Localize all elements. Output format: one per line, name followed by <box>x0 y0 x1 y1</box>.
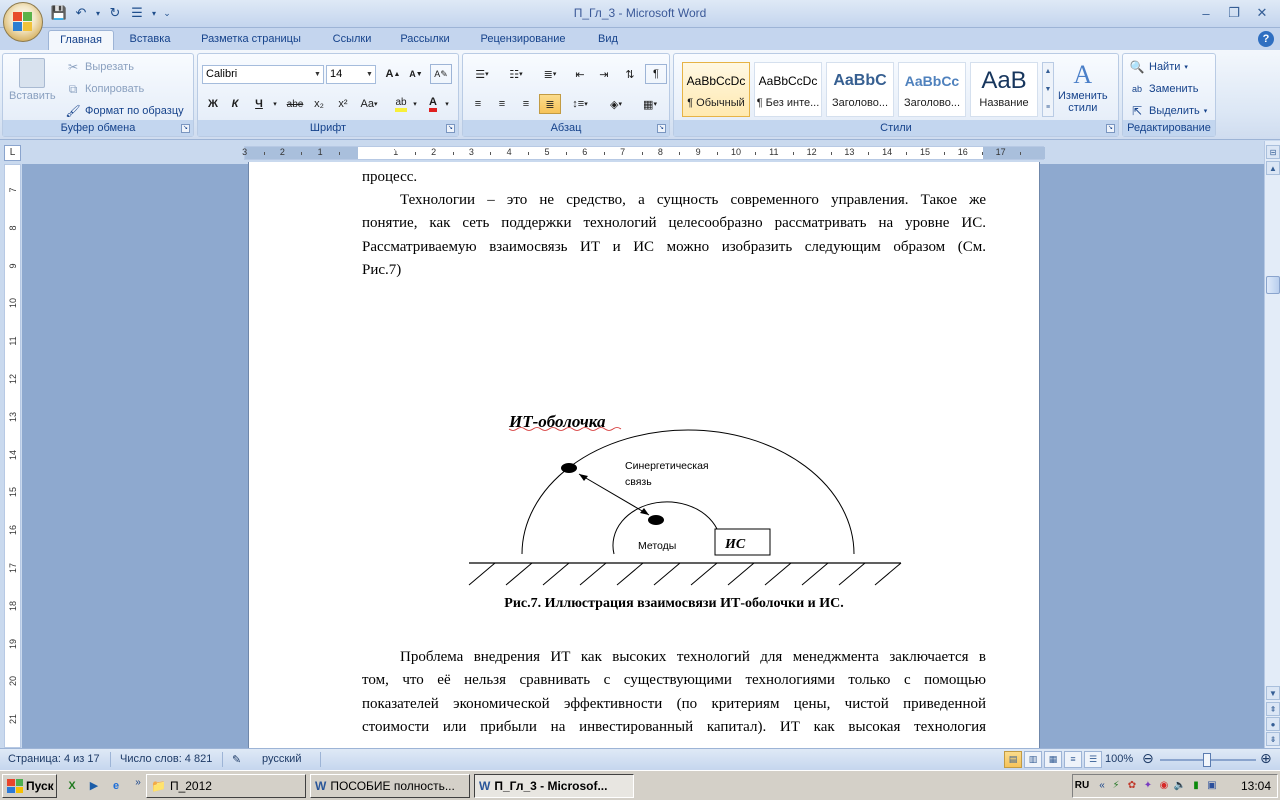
font-size-value: 14 <box>330 68 343 80</box>
word-doc-icon: W <box>315 779 327 793</box>
p1-line-2: понятие, как сеть поддержки технологий целесообразно рассматривать на уровне ИС. <box>362 215 986 232</box>
change-styles-button[interactable] <box>1058 60 1108 114</box>
ruler-tick <box>301 152 302 155</box>
align-right-icon: ≡ <box>522 98 530 110</box>
justify-button[interactable] <box>539 94 561 114</box>
change-case-label: Aa <box>360 98 374 110</box>
tray-expand-icon[interactable]: « <box>1099 780 1105 791</box>
subscript-button[interactable]: x₂ <box>314 98 324 110</box>
browse-object-icon[interactable]: ● <box>1266 717 1280 731</box>
align-right-button[interactable] <box>515 94 537 114</box>
ruler-tick <box>906 152 907 155</box>
style-title-sample: AaB <box>981 67 1027 94</box>
print-layout-view-icon[interactable]: ▤ <box>1004 751 1022 768</box>
minimize-button[interactable]: – <box>1202 5 1210 21</box>
font-group <box>197 53 459 137</box>
change-case-button[interactable]: Aa ▾ <box>360 98 378 110</box>
title-bar <box>0 0 1280 28</box>
customize-qat-icon[interactable]: ⌄ <box>163 7 171 18</box>
justify-icon: ≣ <box>545 98 555 111</box>
ruler-tick <box>339 152 340 155</box>
bullet-list-icon: ☰ <box>475 68 486 81</box>
ruler-number: 12 <box>806 147 817 157</box>
ruler-number: 2 <box>431 147 437 157</box>
network-icon[interactable]: ⚡ <box>1112 780 1120 791</box>
taskbar-button-posobie-label: ПОСОБИЕ полность... <box>330 779 455 793</box>
language-indicator[interactable]: RU <box>1074 780 1090 791</box>
font-name-dropdown-icon: ▼ <box>314 71 321 78</box>
font-color-dropdown-icon[interactable]: ▾ <box>445 101 449 108</box>
scroll-up-icon[interactable]: ▲ <box>1266 161 1280 175</box>
ruler-number: 10 <box>730 147 741 157</box>
paste-button[interactable] <box>9 58 56 102</box>
vertical-ruler-number: 12 <box>8 374 18 385</box>
copy-icon: ⧉ <box>68 81 78 96</box>
ruler-number: 15 <box>919 147 930 157</box>
office-button[interactable] <box>3 2 43 42</box>
underline-dropdown-icon[interactable]: ▾ <box>273 101 277 108</box>
zoom-level[interactable]: 100% <box>1105 753 1134 765</box>
prev-page-icon[interactable]: ⇞ <box>1266 702 1280 716</box>
paragraph-launcher-icon[interactable]: ↘ <box>658 125 665 131</box>
clipboard-group-label: Буфер обмена <box>3 120 193 136</box>
ruler-number: 14 <box>882 147 893 157</box>
bullets-icon[interactable]: ☰ <box>131 5 143 20</box>
show-marks-button[interactable] <box>645 64 667 84</box>
clock[interactable]: 13:04 <box>1240 779 1271 793</box>
style-title[interactable] <box>970 62 1038 117</box>
find-button[interactable]: 🔍 Найти ▾ <box>1129 60 1188 74</box>
web-layout-view-icon[interactable]: ▦ <box>1044 751 1062 768</box>
zoom-knob[interactable] <box>1203 753 1211 767</box>
save-icon[interactable]: 💾 <box>50 5 68 20</box>
bold-button[interactable]: Ж <box>208 98 218 110</box>
horizontal-ruler[interactable] <box>244 146 1044 160</box>
arrow-head-2 <box>640 508 649 515</box>
ruler-tick <box>604 152 605 155</box>
paragraph-group <box>462 53 670 137</box>
borders-button[interactable]: ▦ ▾ <box>643 98 657 111</box>
select-button[interactable]: ⇱ Выделить ▾ <box>1129 103 1207 119</box>
multilevel-list-button[interactable]: ≣ ▾ <box>543 68 557 81</box>
figure-caption: Рис.7. Иллюстрация взаимосвязи ИТ-оболочки и ИС. <box>504 596 844 611</box>
vertical-scrollbar[interactable] <box>1264 141 1280 748</box>
style-title-name: Название <box>979 97 1029 109</box>
numbered-list-icon: ☷ <box>509 68 520 81</box>
p1-line-1: Технологии – это не средство, а сущность современного управления. Такое же <box>400 192 986 208</box>
font-size-combo[interactable] <box>326 65 376 84</box>
ruler-tick <box>566 152 567 155</box>
pilcrow-icon: ¶ <box>653 68 659 80</box>
grow-font-button[interactable]: A ▲ <box>385 68 401 80</box>
ruler-tick <box>528 152 529 155</box>
p2-line-4: стоимости или прибыли на инвестированный капитал). ИТ как высокая технология <box>362 718 986 735</box>
synergy-label-1: Синергетическая <box>625 460 709 472</box>
start-label: Пуск <box>26 779 54 793</box>
select-label: Выделить <box>1149 105 1200 117</box>
font-size-dropdown-icon: ▼ <box>366 71 373 78</box>
ruler-number: 5 <box>544 147 550 157</box>
outline-view-icon[interactable]: ≡ <box>1064 751 1082 768</box>
editing-group <box>1122 53 1216 137</box>
shading-button[interactable]: ◈ ▾ <box>610 98 622 111</box>
highlight-button[interactable] <box>390 94 412 114</box>
system-tray <box>1072 774 1278 798</box>
highlight-dropdown-icon[interactable]: ▾ <box>413 101 417 108</box>
vertical-ruler-number: 14 <box>8 449 18 460</box>
p2-line-3: показателей экономической эффективности (по критериям цены, чистой приведенной <box>362 695 986 712</box>
methods-node <box>648 515 664 525</box>
paragraph-group-label: Абзац <box>463 120 669 136</box>
vertical-ruler-number: 16 <box>8 525 18 536</box>
ruler-number: 2 <box>279 147 285 157</box>
ruler-tick <box>755 152 756 155</box>
taskbar-button-current-doc[interactable] <box>474 774 634 798</box>
tab-home[interactable]: Главная <box>48 30 114 50</box>
decrease-indent-icon: ⇤ <box>575 68 585 81</box>
ribbon <box>0 50 1280 140</box>
p2-line-1: Проблема внедрения ИТ как высоких технологий для менеджмента заключается в <box>400 649 986 665</box>
style-heading2-sample: AaBbCc <box>904 73 960 89</box>
increase-indent-button[interactable] <box>593 64 615 84</box>
tab-references[interactable]: Ссылки <box>332 33 372 45</box>
font-name-value: Calibri <box>206 68 238 80</box>
vertical-ruler-number: 11 <box>8 336 18 346</box>
display-icon[interactable]: ▣ <box>1207 780 1217 791</box>
ruler-number: 7 <box>620 147 626 157</box>
style-normal-sample: AaBbCcDc <box>686 74 746 88</box>
ruler-number: 3 <box>242 147 248 157</box>
ruler-number: 3 <box>468 147 474 157</box>
ruler-number: 16 <box>957 147 968 157</box>
styles-scroll[interactable]: ▲ ▼ ≡ <box>1042 62 1054 117</box>
paragraph-2 <box>362 646 986 739</box>
style-no-spacing[interactable] <box>754 62 822 117</box>
strikethrough-button[interactable]: abe <box>286 98 304 110</box>
ruler-number: 11 <box>769 147 779 157</box>
find-label: Найти <box>1149 61 1181 73</box>
format-painter-label: Формат по образцу <box>85 105 184 117</box>
align-center-button[interactable] <box>491 94 513 114</box>
document-area <box>22 164 1264 748</box>
taskbar-button-folder-label: П_2012 <box>169 779 212 793</box>
brush-icon: 🖌 <box>65 104 81 118</box>
align-center-icon: ≡ <box>498 98 506 110</box>
format-painter-button[interactable] <box>65 103 184 119</box>
line-spacing-icon: ↕≡ <box>572 98 585 110</box>
ruler-number: 9 <box>695 147 701 157</box>
change-styles-label-2: стили <box>1068 102 1098 114</box>
qat-dropdown-icon-2[interactable]: ▾ <box>151 8 156 18</box>
ruler-tick <box>642 152 643 155</box>
vertical-ruler-number: 8 <box>8 225 18 231</box>
ruler-tick <box>453 152 454 155</box>
tab-review[interactable]: Рецензирование <box>480 33 566 45</box>
ruler-row <box>0 141 1280 164</box>
office-logo-icon <box>13 12 33 32</box>
ruler-tick <box>264 152 265 155</box>
align-left-button[interactable] <box>467 94 489 114</box>
change-styles-icon: A <box>1073 60 1093 89</box>
start-button[interactable] <box>2 774 57 798</box>
vertical-ruler[interactable] <box>4 164 21 748</box>
italic-button[interactable]: К <box>231 98 239 110</box>
ruler-number: 6 <box>582 147 588 157</box>
taskbar-button-current-doc-label: П_Гл_3 - Microsof... <box>494 779 608 793</box>
ruler-tick <box>944 152 945 155</box>
editing-group-label: Редактирование <box>1123 120 1215 136</box>
shrink-font-button[interactable]: A ▼ <box>409 69 423 79</box>
ruler-number: 1 <box>317 147 323 157</box>
ruler-tick <box>868 152 869 155</box>
multilevel-list-icon: ≣ <box>543 68 553 81</box>
vertical-ruler-number: 13 <box>8 411 18 422</box>
vertical-ruler-number: 10 <box>8 298 18 309</box>
vertical-ruler-number: 21 <box>8 714 18 725</box>
tray-app-icon[interactable]: ✦ <box>1143 780 1153 791</box>
ruler-number: 8 <box>657 147 663 157</box>
ruler-number: 17 <box>995 147 1006 157</box>
status-bar <box>0 748 1280 770</box>
taskbar-button-posobie[interactable] <box>310 774 470 798</box>
ruler-tick <box>793 152 794 155</box>
vertical-ruler-number: 7 <box>8 187 18 193</box>
style-no-spacing-name: ¶ Без инте... <box>756 97 820 109</box>
bullets-button[interactable]: ☰ ▾ <box>475 68 489 81</box>
superscript-button[interactable]: x² <box>338 98 348 110</box>
volume-icon[interactable]: 🔈 <box>1173 780 1187 791</box>
styles-group-label: Стили <box>674 120 1118 136</box>
scroll-down-icon[interactable]: ▼ <box>1266 686 1280 700</box>
page[interactable] <box>248 162 1040 762</box>
ruler-number: 1 <box>393 147 399 157</box>
increase-indent-icon: ⇥ <box>599 68 609 81</box>
paragraph-0: процесс. <box>362 169 418 185</box>
close-button[interactable]: ✕ <box>1256 5 1268 20</box>
clipboard-launcher-icon[interactable]: ↘ <box>182 125 189 131</box>
tab-view[interactable]: Вид <box>598 33 618 45</box>
word-count[interactable]: Число слов: 4 821 <box>120 753 213 765</box>
page-count[interactable]: Страница: 4 из 17 <box>8 753 100 765</box>
style-heading2-name: Заголово... <box>903 97 961 109</box>
draft-view-icon[interactable]: ☰ <box>1084 751 1102 768</box>
style-heading1-name: Заголово... <box>831 97 889 109</box>
paste-icon <box>19 58 45 88</box>
copy-button[interactable] <box>65 81 144 97</box>
battery-icon[interactable]: ▮ <box>1193 780 1199 791</box>
cursor-icon: ⇱ <box>1131 104 1143 118</box>
excel-quicklaunch-icon[interactable]: X <box>68 780 76 792</box>
vertical-ruler-number: 9 <box>8 263 18 269</box>
line-spacing-button[interactable]: ↕≡ ▾ <box>572 98 588 110</box>
next-page-icon[interactable]: ⇟ <box>1266 732 1280 746</box>
clipboard-group <box>2 53 194 137</box>
ruler-toggle-icon[interactable]: ⊟ <box>1266 145 1280 159</box>
antivirus-icon[interactable]: ✿ <box>1127 780 1137 791</box>
restore-button[interactable]: ❐ <box>1228 5 1240 20</box>
ruler-tick <box>415 152 416 155</box>
style-heading1[interactable] <box>826 62 894 117</box>
scroll-thumb[interactable] <box>1266 276 1280 294</box>
taskbar-button-folder[interactable] <box>146 774 306 798</box>
binoculars-icon: 🔍 <box>1129 60 1145 74</box>
full-screen-reading-view-icon[interactable]: ▥ <box>1024 751 1042 768</box>
help-icon[interactable]: ? <box>1258 31 1274 47</box>
spellcheck-icon[interactable]: ✎ <box>232 754 242 766</box>
ruler-number: 4 <box>506 147 512 157</box>
style-no-spacing-sample: AaBbCcDc <box>758 74 818 88</box>
windows-logo-icon <box>7 779 23 793</box>
redo-icon[interactable]: ↻ <box>109 5 121 20</box>
ruler-tick <box>679 152 680 155</box>
ruler-tick <box>490 152 491 155</box>
sort-button[interactable] <box>619 64 641 84</box>
figure-title: ИТ-оболочка <box>509 412 606 431</box>
paint-bucket-icon: ◈ <box>610 98 619 111</box>
ruler-tick <box>982 152 983 155</box>
replace-icon: ab <box>1131 84 1142 94</box>
p1-line-4: Рис.7) <box>362 261 402 278</box>
clear-format-button[interactable]: A✎ <box>430 64 452 84</box>
decrease-indent-button[interactable] <box>569 64 591 84</box>
copy-label: Копировать <box>85 83 145 95</box>
borders-icon: ▦ <box>643 98 654 111</box>
vertical-ruler-number: 20 <box>8 676 18 687</box>
it-shell-arc <box>522 430 854 554</box>
methods-label: Методы <box>638 540 677 552</box>
is-label: ИС <box>725 537 746 552</box>
vertical-ruler-number: 19 <box>8 638 18 649</box>
ground-hatching <box>469 563 901 585</box>
scissors-icon: ✂ <box>67 60 79 74</box>
style-heading1-sample: AaBbC <box>833 72 887 89</box>
window-title: П_Гл_3 - Microsoft Word <box>573 6 707 20</box>
media-player-icon[interactable]: ▶ <box>89 780 99 792</box>
change-styles-label: Изменить <box>1058 90 1108 102</box>
tab-insert[interactable]: Вставка <box>129 33 171 45</box>
quicklaunch-more-icon[interactable]: » <box>135 777 141 788</box>
vertical-ruler-number: 15 <box>8 487 18 498</box>
p1-line-3: Рассматриваемую взаимосвязь ИТ и ИС можно изобразить следующим образом (См. <box>362 238 986 255</box>
vertical-ruler-number: 18 <box>8 600 18 611</box>
language[interactable]: русский <box>262 753 302 765</box>
arrow-head-1 <box>579 474 588 481</box>
style-heading2[interactable] <box>898 62 966 117</box>
tab-mailings[interactable]: Рассылки <box>400 33 450 45</box>
first-line-indent-marker[interactable] <box>393 147 403 153</box>
sort-icon: ⇅ <box>625 68 635 81</box>
styles-launcher-icon[interactable]: ↘ <box>1107 125 1114 131</box>
cut-label: Вырезать <box>85 61 134 73</box>
taskbar <box>0 770 1280 800</box>
qat-dropdown-icon[interactable]: ▾ <box>95 8 100 18</box>
synergy-label-2: связь <box>625 476 652 488</box>
p2-line-2: том, что её нельзя сравнивать с существующими технологиями только с помощью <box>362 672 986 689</box>
align-left-icon: ≡ <box>474 98 482 110</box>
tab-page-layout[interactable]: Разметка страницы <box>201 33 301 45</box>
font-color-button[interactable] <box>422 94 444 114</box>
tab-selector[interactable]: L <box>4 145 21 161</box>
style-normal-name: ¶ Обычный <box>687 97 745 109</box>
paste-label: Вставить <box>9 90 56 102</box>
folder-icon: 📁 <box>151 779 166 793</box>
vertical-ruler-number: 17 <box>8 563 18 574</box>
font-name-combo[interactable] <box>202 65 324 84</box>
styles-group <box>673 53 1119 137</box>
undo-icon[interactable]: ↶ <box>75 5 87 20</box>
ruler-tick <box>831 152 832 155</box>
style-normal[interactable] <box>682 62 750 117</box>
font-launcher-icon[interactable]: ↘ <box>447 125 454 131</box>
underline-button[interactable]: Ч <box>255 98 263 110</box>
numbering-button[interactable]: ☷ ▾ <box>509 68 523 81</box>
ruler-tick <box>1020 152 1021 155</box>
ruler-number: 13 <box>844 147 855 157</box>
highlighter-icon: ab <box>395 97 406 112</box>
opera-icon[interactable]: ◉ <box>1159 780 1169 791</box>
figure-it-shell <box>459 402 909 582</box>
replace-label: Заменить <box>1149 83 1199 95</box>
replace-button[interactable] <box>1129 81 1198 97</box>
ribbon-tabs <box>0 28 1280 50</box>
font-color-icon: A <box>429 96 437 112</box>
font-group-label: Шрифт <box>198 120 458 136</box>
word-doc-icon-2: W <box>479 779 491 793</box>
shell-node <box>561 463 577 473</box>
internet-explorer-icon[interactable]: e <box>112 780 120 792</box>
paragraph-1 <box>362 189 986 282</box>
cut-button[interactable] <box>65 59 134 75</box>
ruler-tick <box>717 152 718 155</box>
zoom-in-icon[interactable]: ⊕ <box>1260 750 1272 766</box>
zoom-out-icon[interactable]: ⊖ <box>1142 750 1154 766</box>
